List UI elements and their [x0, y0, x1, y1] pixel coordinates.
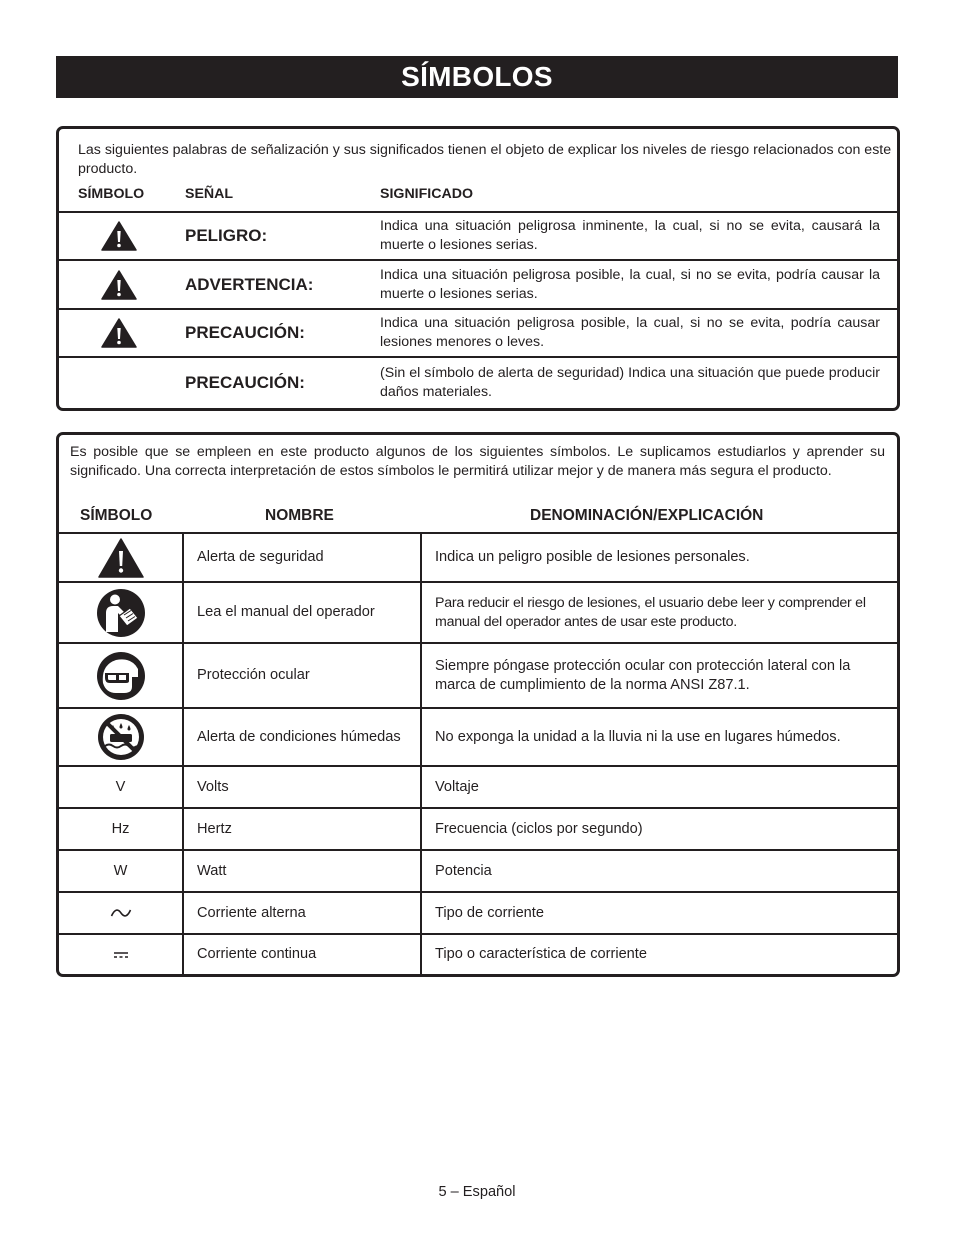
header-signal: SEÑAL	[185, 186, 234, 202]
signal-row-2-icon	[59, 261, 179, 308]
signal-table-intro: Las siguientes palabras de señalización y sus significados tienen el objeto de explicar los niveles de riesgo relacionados con este producto.	[78, 142, 892, 177]
symbol-row-8-icon	[59, 893, 182, 933]
symbol-row-2-icon	[59, 583, 182, 642]
header-symbol: SÍMBOLO	[80, 507, 153, 524]
symbols-table-intro: Es posible que se empleen en este producto algunos de los siguientes símbolos. Le suplicamos estudiarlos y aprender su significado. Una correcta interpretación de estos símbolos le permitirá utilizar mejor y de manera más segura el producto.	[70, 444, 885, 479]
page-footer: 5 – Español	[438, 1184, 516, 1200]
signal-row-3-label: PRECAUCIÓN:	[185, 323, 305, 342]
symbol-row-6-name: Hertz	[197, 820, 232, 837]
symbol-row-1-name: Alerta de seguridad	[197, 549, 324, 566]
symbol-row-4-explanation: No exponga la unidad a la lluvia ni la use en lugares húmedos.	[435, 728, 841, 745]
header-meaning: SIGNIFICADO	[380, 186, 474, 202]
symbols-table	[56, 432, 900, 977]
warning-triangle-icon	[101, 270, 137, 300]
symbol-row-9-explanation: Tipo o característica de corriente	[435, 946, 647, 963]
warning-triangle-icon	[101, 318, 137, 348]
symbol-row-7-explanation: Potencia	[435, 862, 492, 879]
symbol-row-3-explanation: Siempre póngase protección ocular con protección lateral con la marca de cumplimiento de la norma ANSI Z87.1.	[435, 658, 851, 693]
safety-alert-icon	[98, 538, 144, 578]
symbol-row-8-name: Corriente alterna	[197, 904, 306, 921]
signal-row-2-meaning: Indica una situación peligrosa posible, la cual, si no se evita, podría causar la muerte o lesiones serias.	[380, 266, 880, 302]
symbol-row-3-icon	[59, 644, 182, 707]
symbol-row-1-icon	[59, 534, 182, 581]
signal-row-4-meaning: (Sin el símbolo de alerta de seguridad) Indica una situación que puede producir daños materiales.	[380, 365, 880, 400]
header-name: NOMBRE	[265, 507, 334, 524]
symbol-row-4-name: Alerta de condiciones húmedas	[197, 728, 401, 745]
symbol-row-2-explanation: Para reducir el riesgo de lesiones, el usuario debe leer y comprender el manual del operador antes de usar este producto.	[435, 595, 866, 630]
signal-row-1-label: PELIGRO:	[185, 226, 268, 245]
eye-protection-icon	[96, 651, 146, 701]
signal-words-table	[56, 126, 900, 411]
symbol-row-6-explanation: Frecuencia (ciclos por segundo)	[435, 820, 643, 837]
symbol-row-7-name: Watt	[197, 862, 227, 879]
symbol-row-2-name: Lea el manual del operador	[197, 604, 375, 621]
wet-conditions-icon	[97, 713, 145, 761]
signal-row-2-label: ADVERTENCIA:	[185, 274, 314, 294]
direct-current-icon	[113, 950, 129, 960]
signal-row-1-meaning: Indica una situación peligrosa inminente, la cual, si no se evita, causará la muerte o lesiones serias.	[380, 218, 880, 253]
signal-row-1-icon	[59, 213, 179, 259]
symbol-row-3-name: Protección ocular	[197, 667, 310, 684]
signal-row-3-icon	[59, 310, 179, 356]
symbol-row-7-symbol: W	[113, 863, 128, 879]
signal-row-3-meaning: Indica una situación peligrosa posible, la cual, si no se evita, podría causar lesiones menores o leves.	[380, 315, 880, 350]
alternating-current-icon	[110, 906, 132, 920]
symbol-row-5-name: Volts	[197, 778, 229, 795]
symbol-row-5-symbol: V	[115, 779, 126, 795]
symbol-row-9-icon	[59, 935, 182, 974]
signal-row-4-label: PRECAUCIÓN:	[185, 373, 305, 392]
warning-triangle-icon	[101, 221, 137, 251]
page-title: SÍMBOLOS	[56, 56, 898, 98]
symbol-row-5-explanation: Voltaje	[435, 778, 479, 795]
symbol-row-6-symbol: Hz	[111, 821, 130, 837]
header-symbol: SÍMBOLO	[78, 186, 145, 202]
symbol-row-9-name: Corriente continua	[197, 946, 317, 963]
header-explanation: DENOMINACIÓN/EXPLICACIÓN	[530, 507, 764, 524]
symbol-row-1-explanation: Indica un peligro posible de lesiones personales.	[435, 549, 750, 566]
symbol-row-8-explanation: Tipo de corriente	[435, 904, 544, 921]
read-manual-icon	[96, 588, 146, 638]
symbol-row-4-icon	[59, 709, 182, 765]
